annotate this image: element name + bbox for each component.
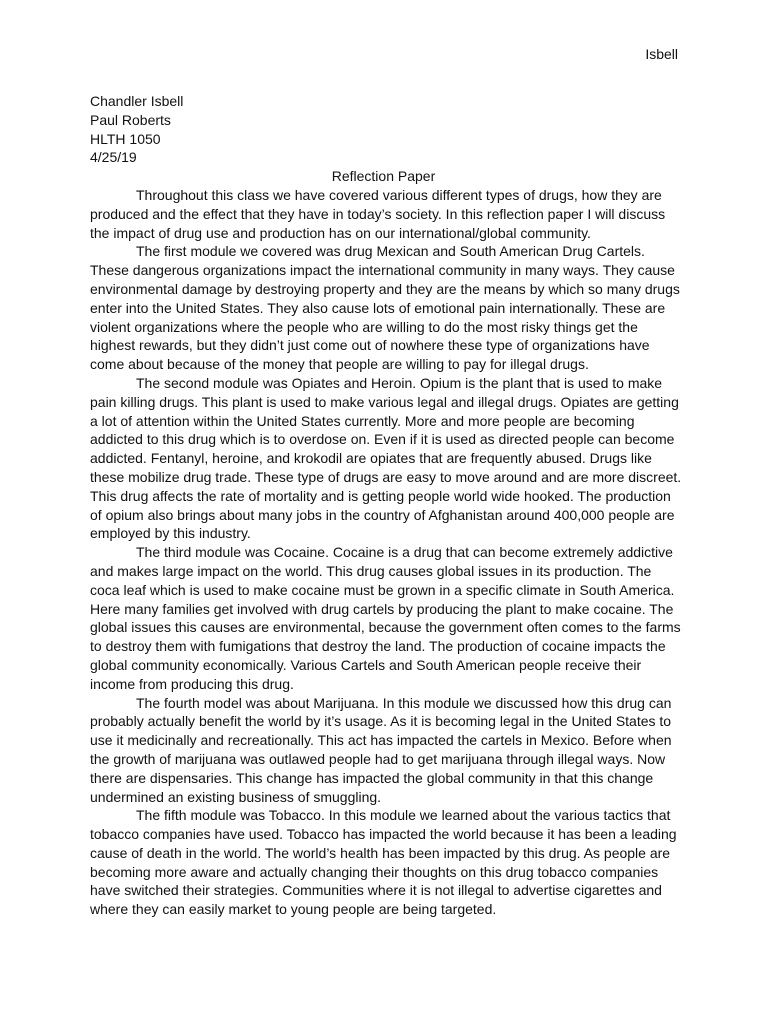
paragraph-line: addicted. Fentanyl, heroine, and krokodil are opiates that are frequently abused. Drugs like [90,450,652,467]
paper-title: Reflection Paper [331,168,436,184]
paragraph-line: The fifth module was Tobacco. In this module we learned about the various tactics that [136,807,671,824]
paragraph-line: employed by this industry. [90,525,251,542]
paragraph-line: violent organizations where the people who are willing to do the most risky things get the [90,318,638,335]
paragraph-line: global community economically. Various Cartels and South American people receive their [90,656,642,673]
paragraph-line: the impact of drug use and production has on our international/global community. [90,224,591,241]
paragraph-line: have switched their strategies. Communities where it is not illegal to advertise cigarettes and [90,882,662,899]
paragraph-line: coca leaf which is used to make cocaine must be grown in a specific climate in South America. [90,581,675,598]
paragraph-line: These dangerous organizations impact the international community in many ways. They cause [90,262,675,279]
instructor-name: Paul Roberts [90,111,171,128]
paragraph-line: This drug affects the rate of mortality and is getting people world wide hooked. The production [90,487,671,504]
paragraph-line: income from producing this drug. [90,675,294,692]
paragraph-line: becoming more aware and actually changing their thoughts on this drug tobacco companies [90,863,659,880]
paragraph-line: of opium also brings about many jobs in the country of Afghanistan around 400,000 people are [90,506,675,523]
paragraph-line: the growth of marijuana was outlawed people had to get marijuana through illegal ways. Now [90,750,666,767]
paragraph-line: there are dispensaries. This change has impacted the global community in that this change [90,769,654,786]
paragraph-line: enter into the United States. They also cause lots of emotional pain internationally. These are [90,299,666,316]
paragraph-line: where they can easily market to young people are being targeted. [90,901,497,918]
paragraph-line: tobacco companies have used. Tobacco has impacted the world because it has been a leading [90,826,677,843]
paragraph-line: produced and the effect that they have in today’s society. In this reflection paper I will discuss [90,205,666,222]
paragraph-line: probably actually benefit the world by it’s usage. As it is becoming legal in the United States to [90,713,672,730]
body-text [90,186,680,919]
paragraph-line: pain killing drugs. This plant is used to make various legal and illegal drugs. Opiates are getting [90,393,679,410]
header-block [90,92,183,167]
paragraph-line: The third module was Cocaine. Cocaine is a drug that can become extremely addictive [136,544,673,561]
paragraph-line: a lot of attention within the United States currently. More and more people are becoming [90,412,635,429]
paragraph-line: and makes large impact on the world. This drug causes global issues in its production. The [90,562,652,579]
paragraph-line: come about because of the money that people are willing to pay for illegal drugs. [90,356,589,373]
paragraph-line: addicted to this drug which is to overdose on. Even if it is used as directed people can become [90,431,675,448]
course-code: HLTH 1050 [90,130,161,147]
paragraph-line: Here many families get involved with drug cartels by producing the plant to make cocaine. The [90,600,674,617]
author-name: Chandler Isbell [90,93,184,109]
date: 4/25/19 [90,149,137,166]
paragraph-line: environmental damage by destroying property and they are the means by which so many drugs [90,280,680,297]
paragraph-line: global issues this causes are environmental, because the government often comes to the farms [90,619,681,636]
paragraph-line: use it medicinally and recreationally. This act has impacted the cartels in Mexico. Before when [90,732,672,749]
paragraph-line: these mobilize drug trade. These type of drugs are easy to move around and are more discreet. [90,468,682,485]
paragraph-line: The second module was Opiates and Heroin. Opium is the plant that is used to make [136,374,663,391]
paragraph-line: to destroy them with fumigations that destroy the land. The production of cocaine impacts the [90,638,666,655]
running-head: Isbell [645,46,678,62]
paragraph-line: undermined an existing business of smuggling. [90,788,382,805]
paragraph-line: Throughout this class we have covered various different types of drugs, how they are [136,187,662,203]
paragraph-line: The first module we covered was drug Mexican and South American Drug Cartels. [136,243,645,260]
paragraph-line: highest rewards, but they didn’t just come out of nowhere these type of organizations have [90,337,650,354]
paragraph-line: cause of death in the world. The world’s health has been impacted by this drug. As people are [90,844,671,861]
paragraph-line: The fourth model was about Marijuana. In this module we discussed how this drug can [136,694,672,711]
